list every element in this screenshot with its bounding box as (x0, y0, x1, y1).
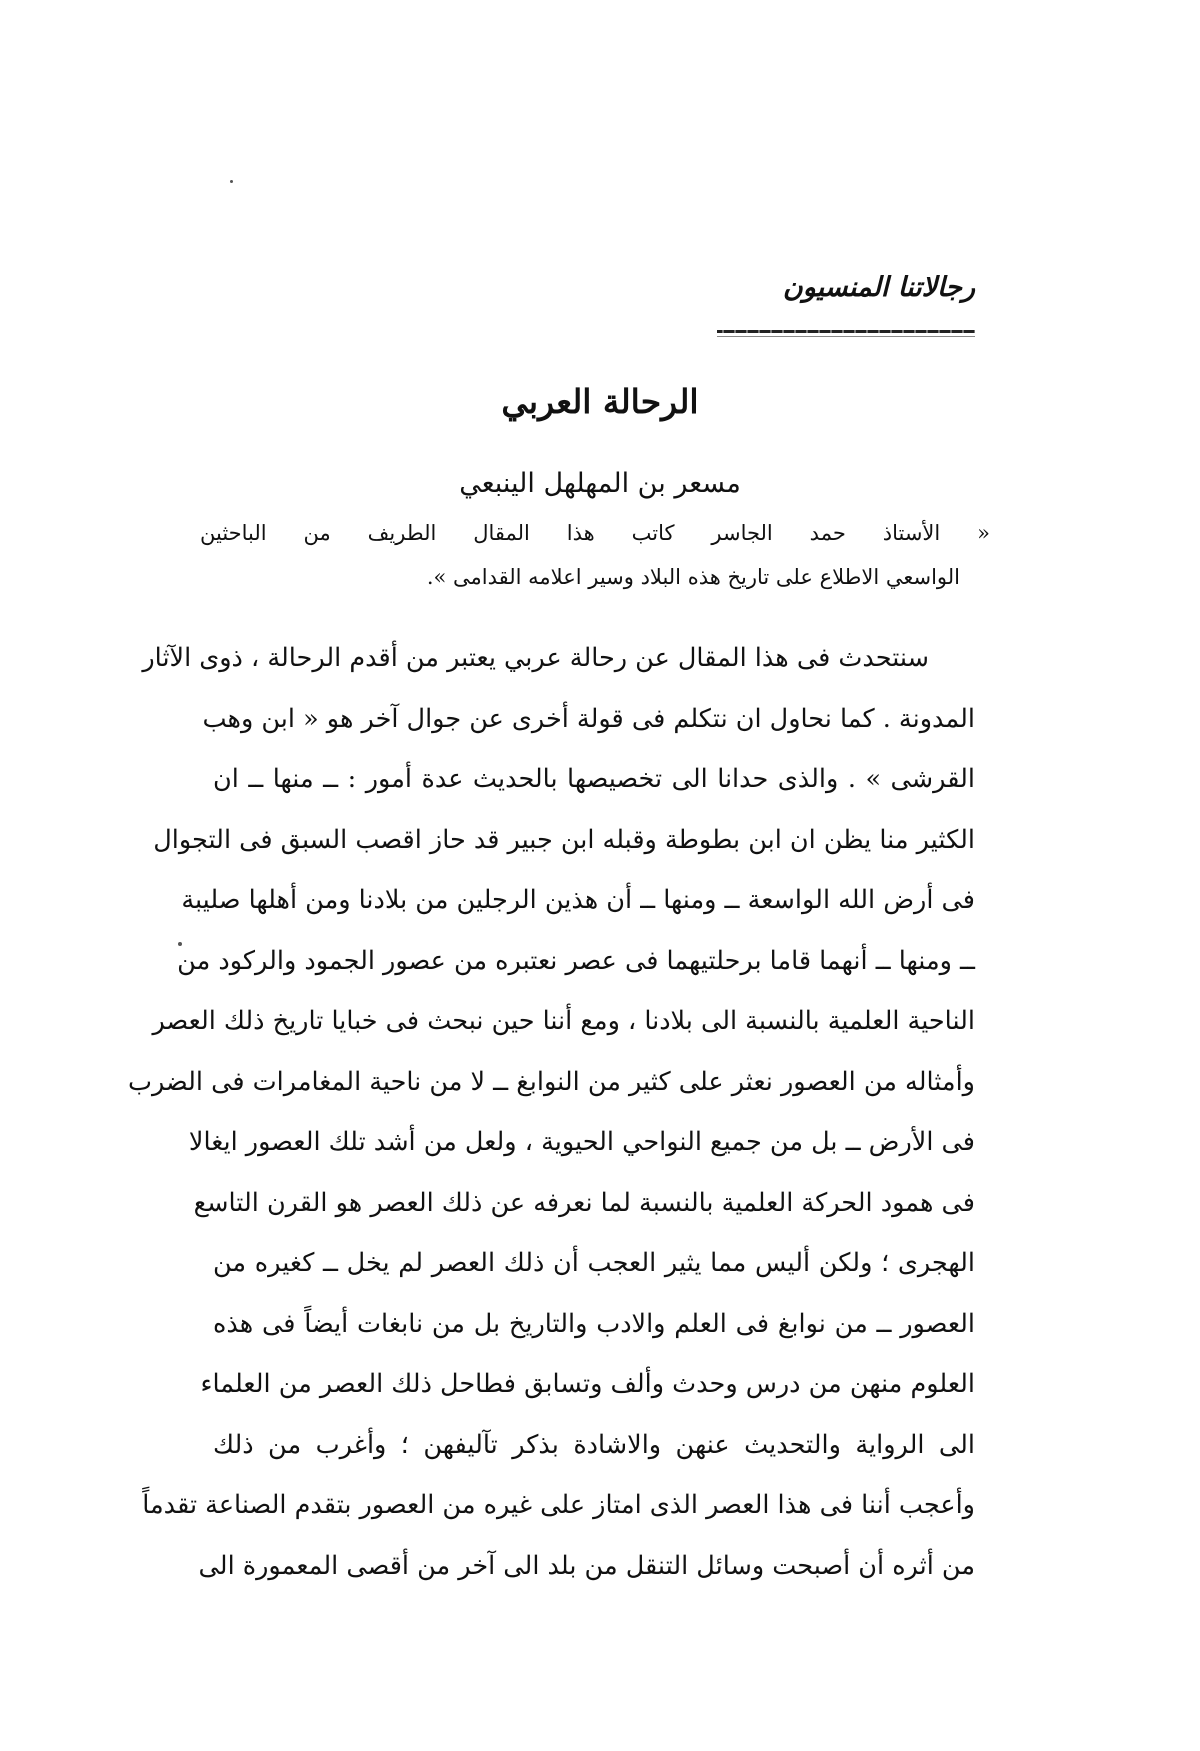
header-rule-thin (717, 336, 975, 337)
header-rule (717, 330, 975, 333)
body-line: ــ ومنها ــ أنهما قاما برحلتيهما فى عصر نعتبره من عصور الجمود والركود من (177, 945, 975, 976)
section-label: رجالاتنا المنسيون (782, 272, 975, 303)
body-line: الناحية العلمية بالنسبة الى بلادنا ، ومع أننا حين نبحث فى خبايا تاريخ ذلك العصر (152, 1006, 975, 1036)
body-line: فى الأرض ــ بل من جميع النواحي الحيوية ، ولعل من أشد تلك العصور ايغالا (188, 1127, 975, 1157)
editor-note-line: الواسعي الاطلاع على تاريخ هذه البلاد وسير اعلامه القدامى ». (426, 565, 960, 589)
body-line: المدونة . كما نحاول ان نتكلم فى قولة أخرى عن جوال آخر هو « ابن وهب (202, 703, 975, 734)
body-line: فى همود الحركة العلمية بالنسبة لما نعرفه عن ذلك العصر هو القرن التاسع (193, 1187, 975, 1218)
body-line: سنتحدث فى هذا المقال عن رحالة عربي يعتبر من أقدم الرحالة ، ذوى الآثار (142, 643, 929, 673)
body-line: الكثير منا يظن ان ابن بطوطة وقبله ابن جبير قد حاز اقصب السبق فى التجوال (153, 824, 975, 855)
scan-speck (230, 180, 233, 183)
editor-note-line: « الأستاذ حمد الجاسر كاتب هذا المقال الطريف من الباحثين (200, 521, 990, 545)
body-line: وأمثاله من العصور نعثر على كثير من النوابغ ــ لا من ناحية المغامرات فى الضرب (127, 1066, 975, 1097)
article-body (127, 628, 975, 1596)
body-line: من أثره أن أصبحت وسائل التنقل من بلد الى آخر من أقصى المعمورة الى (198, 1550, 975, 1581)
body-line: الهجرى ؛ ولكن أليس مما يثير العجب أن ذلك العصر لم يخل ــ كغيره من (213, 1248, 975, 1278)
body-line: الى الرواية والتحديث عنهن والاشادة بذكر تآليفهن ؛ وأغرب من ذلك (213, 1429, 975, 1460)
section-header (715, 268, 975, 337)
article-title: الرحالة العربي (501, 382, 699, 421)
editor-note (200, 511, 990, 599)
body-line: وأعجب أننا فى هذا العصر الذى امتاز على غيره من العصور بتقدم الصناعة تقدماً (142, 1490, 975, 1520)
body-line: فى أرض الله الواسعة ــ ومنها ــ أن هذين الرجلين من بلادنا ومن أهلها صليبة (181, 885, 975, 915)
body-line: العلوم منهن من درس وحدث وألف وتسابق فطاحل ذلك العصر من العلماء (200, 1369, 975, 1399)
body-line: القرشى » . والذى حدانا الى تخصيصها بالحديث عدة أمور : ــ منها ــ ان (213, 764, 975, 794)
article-author: مسعر بن المهلهل الينبعي (459, 468, 741, 499)
body-line: العصور ــ من نوابغ فى العلم والادب والتاريخ بل من نابغات أيضاً فى هذه (213, 1308, 975, 1339)
